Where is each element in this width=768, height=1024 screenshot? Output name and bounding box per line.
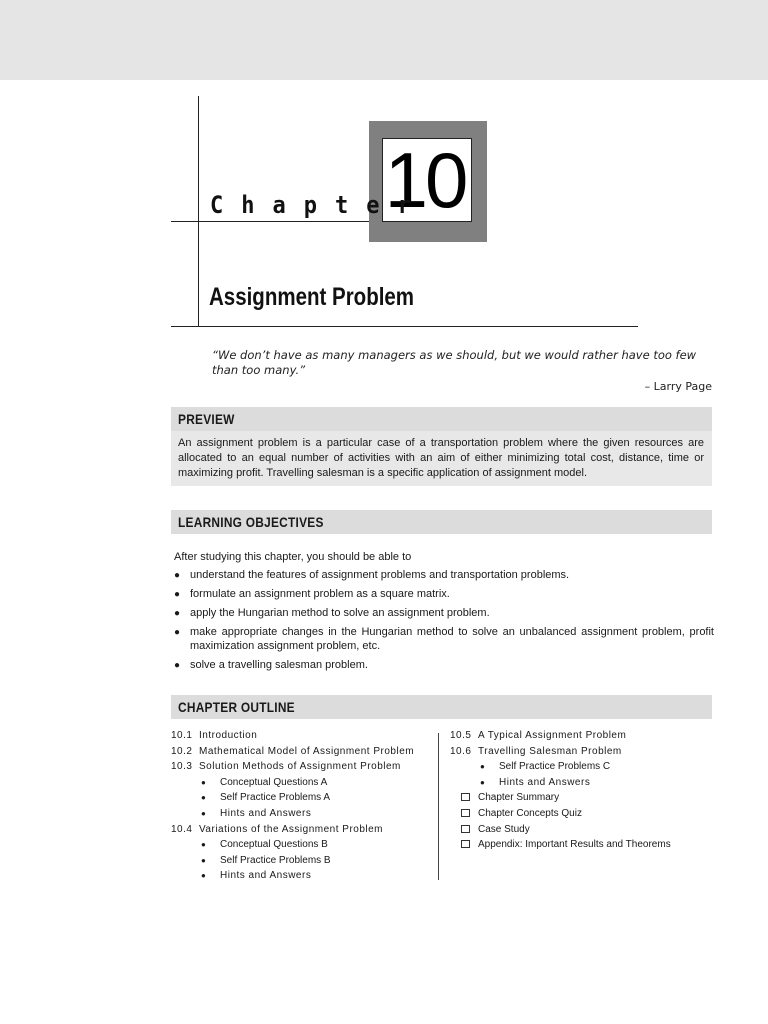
bullet-icon: ● bbox=[174, 570, 181, 581]
chapter-outline-heading: CHAPTER OUTLINE bbox=[171, 695, 712, 719]
bullet-icon: ● bbox=[201, 871, 207, 881]
checkbox-square-icon bbox=[461, 825, 470, 833]
preview-heading: PREVIEW bbox=[171, 407, 712, 431]
learning-objectives-intro: After studying this chapter, you should be able to bbox=[174, 551, 412, 563]
epigraph-author: – Larry Page bbox=[644, 380, 712, 393]
outline-column-divider bbox=[438, 733, 439, 880]
outline-check-item[interactable]: Chapter Summary bbox=[450, 790, 712, 806]
chapter-title: Assignment Problem bbox=[209, 283, 415, 311]
outline-left-column bbox=[171, 728, 433, 884]
bullet-icon: ● bbox=[201, 840, 206, 850]
list-item: ● understand the features of assignment problems and transportation problems. bbox=[174, 569, 570, 581]
outline-check-item[interactable]: Chapter Concepts Quiz bbox=[450, 806, 712, 822]
checkbox-square-icon bbox=[461, 809, 470, 817]
chapter-number: 10 bbox=[382, 138, 472, 222]
outline-subitem[interactable]: ● Conceptual Questions B bbox=[171, 837, 433, 853]
outline-item[interactable]: 10.6 Travelling Salesman Problem bbox=[450, 745, 622, 757]
chapter-frame-middle-rule bbox=[171, 221, 386, 222]
bullet-icon: ● bbox=[480, 777, 486, 787]
bullet-icon: ● bbox=[201, 777, 206, 787]
list-item: ● solve a travelling salesman problem. bbox=[174, 658, 368, 671]
bullet-icon: ● bbox=[174, 608, 181, 619]
preview-body: An assignment problem is a particular case of a transportation problem where the given resources are allocated to an equal number of activities with an aim of either minimizing total cost, distance, time or maximizing profit. Travelling salesman is a specific application of assignment model. bbox=[171, 431, 712, 486]
bullet-icon: ● bbox=[174, 627, 181, 638]
top-toolbar-band bbox=[0, 0, 768, 80]
list-item: ● apply the Hungarian method to solve an assignment problem. bbox=[174, 607, 490, 619]
checkbox-square-icon bbox=[461, 793, 470, 801]
outline-subitem[interactable]: ● Hints and Answers bbox=[171, 806, 433, 822]
epigraph-quote: “We don’t have as many managers as we should, but we would rather have too few than too many.” bbox=[212, 348, 697, 377]
learning-objectives-heading: LEARNING OBJECTIVES bbox=[171, 510, 712, 534]
outline-check-item[interactable]: Case Study bbox=[450, 822, 712, 838]
outline-check-item[interactable]: Appendix: Important Results and Theorems bbox=[450, 837, 712, 853]
outline-item[interactable]: 10.1 Introduction bbox=[171, 730, 258, 741]
bullet-icon: ● bbox=[201, 808, 207, 818]
outline-item[interactable]: 10.5 A Typical Assignment Problem bbox=[450, 730, 627, 741]
outline-item[interactable]: 10.3 Solution Methods of Assignment Problem bbox=[171, 761, 401, 773]
outline-item[interactable]: 10.2 Mathematical Model of Assignment Problem bbox=[171, 745, 415, 757]
bullet-icon: ● bbox=[201, 855, 206, 865]
outline-right-column bbox=[450, 728, 712, 853]
list-item: ● formulate an assignment problem as a square matrix. bbox=[174, 588, 450, 600]
bullet-icon: ● bbox=[174, 659, 181, 671]
chapter-label: Chapter bbox=[210, 192, 429, 220]
bullet-icon: ● bbox=[201, 793, 206, 803]
outline-subitem[interactable]: ● Self Practice Problems B bbox=[171, 853, 433, 869]
chapter-frame-bottom-rule bbox=[171, 326, 638, 327]
bullet-icon: ● bbox=[480, 762, 485, 772]
learning-objectives-list bbox=[174, 569, 714, 678]
outline-subitem[interactable]: ● Self Practice Problems C bbox=[450, 759, 712, 775]
outline-subitem[interactable]: ● Conceptual Questions A bbox=[171, 775, 433, 791]
outline-subitem[interactable]: ● Hints and Answers bbox=[450, 775, 712, 791]
outline-item[interactable]: 10.4 Variations of the Assignment Problem bbox=[171, 823, 384, 835]
checkbox-square-icon bbox=[461, 840, 470, 848]
list-item: ● make appropriate changes in the Hungarian method to solve an unbalanced assignment problem, profit maximization assignment problem, etc. bbox=[174, 626, 714, 652]
outline-subitem[interactable]: ● Hints and Answers bbox=[171, 868, 433, 884]
chapter-frame-vertical-rule bbox=[198, 96, 199, 326]
outline-subitem[interactable]: ● Self Practice Problems A bbox=[171, 790, 433, 806]
bullet-icon: ● bbox=[174, 589, 181, 600]
